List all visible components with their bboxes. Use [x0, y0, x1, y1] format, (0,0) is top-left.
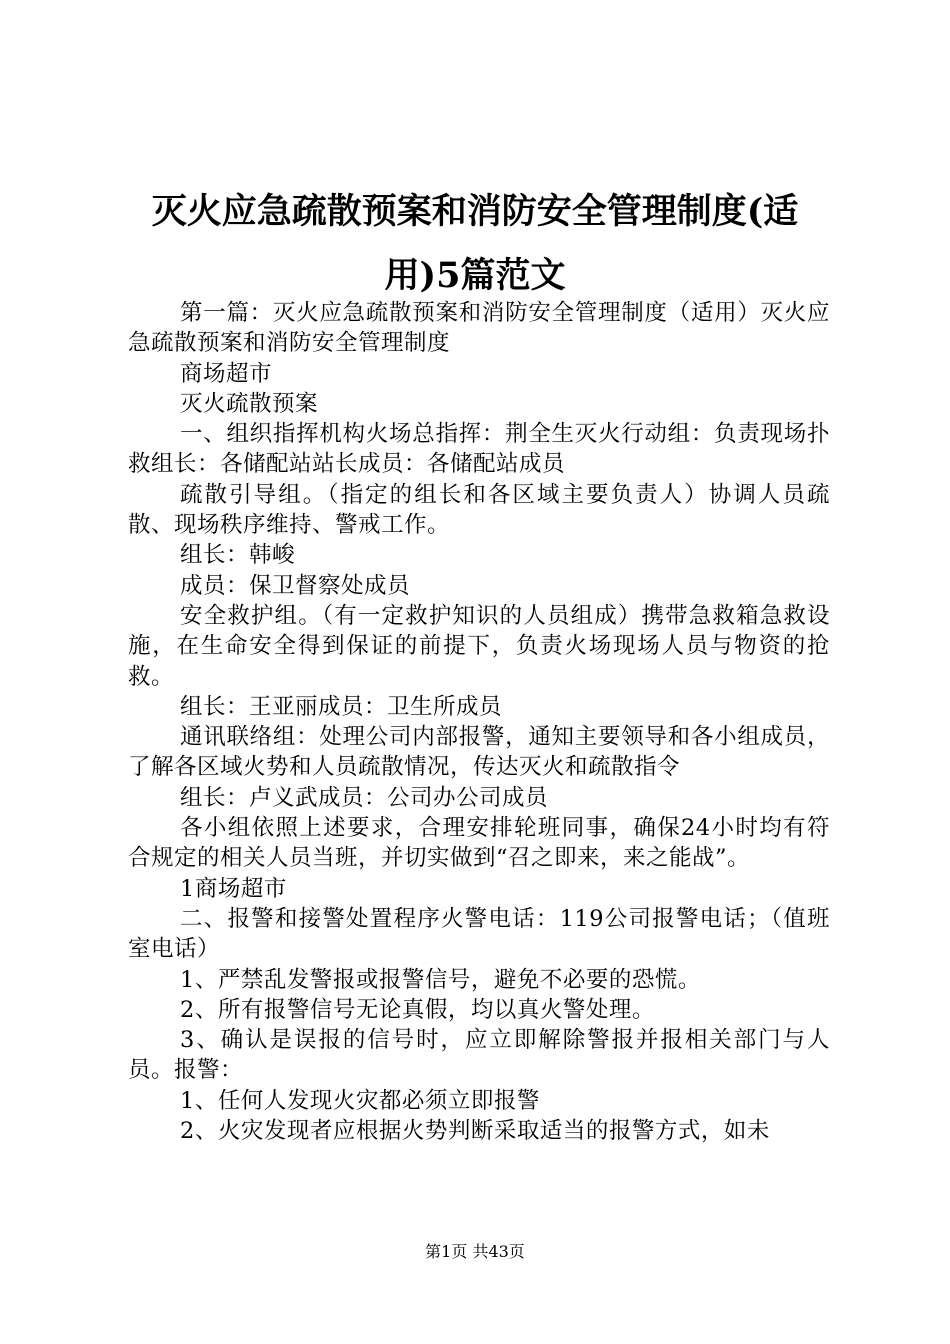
- paragraph: 各小组依照上述要求，合理安排轮班同事，确保24小时均有符合规定的相关人员当班，并切实做到“召之即来，来之能战”。: [128, 815, 830, 872]
- paragraph: 第一篇：灭火应急疏散预案和消防安全管理制度（适用）灭火应急疏散预案和消防安全管理制度: [128, 300, 830, 357]
- paragraph: 安全救护组。（有一定救护知识的人员组成）携带急救箱急救设施，在生命安全得到保证的前提下，负责火场现场人员与物资的抢救。: [128, 602, 830, 690]
- paragraph: 组长：王亚丽成员：卫生所成员: [180, 693, 503, 720]
- paragraph: 灭火疏散预案: [180, 390, 319, 417]
- paragraph: 一、组织指挥机构火场总指挥：荆全生灭火行动组：负责现场扑救组长：各储配站站长成员：各储配站成员: [128, 421, 830, 478]
- paragraph: 1、任何人发现火灾都必须立即报警: [180, 1087, 540, 1114]
- paragraph: 商场超市: [180, 360, 273, 387]
- paragraph: 3、确认是误报的信号时，应立即解除警报并报相关部门与人员。报警：: [128, 1027, 830, 1084]
- paragraph: 二、报警和接警处置程序火警电话：119公司报警电话；（值班室电话）: [128, 905, 830, 963]
- paragraph: 1、严禁乱发警报或报警信号，避免不必要的恐慌。: [180, 966, 701, 993]
- paragraph: 1商场超市: [180, 875, 287, 902]
- paragraph: 成员：保卫督察处成员: [180, 572, 411, 599]
- document-body: [128, 298, 830, 1146]
- paragraph: 疏散引导组。（指定的组长和各区域主要负责人）协调人员疏散、现场秩序维持、警戒工作。: [128, 481, 830, 539]
- document-title: 灭火应急疏散预案和消防安全管理制度(适用)5篇范文: [151, 191, 799, 296]
- paragraph: 通讯联络组：处理公司内部报警，通知主要领导和各小组成员，了解各区域火势和人员疏散情况，传达灭火和疏散指令: [128, 724, 830, 781]
- paragraph: 组长：韩峻: [180, 542, 296, 569]
- paragraph: 组长：卢义武成员：公司办公司成员: [180, 784, 549, 811]
- page-footer: 第1页 共43页: [425, 1242, 525, 1261]
- paragraph: 2、火灾发现者应根据火势判断采取适当的报警方式，如未: [180, 1118, 770, 1145]
- paragraph: 2、所有报警信号无论真假，均以真火警处理。: [180, 996, 655, 1023]
